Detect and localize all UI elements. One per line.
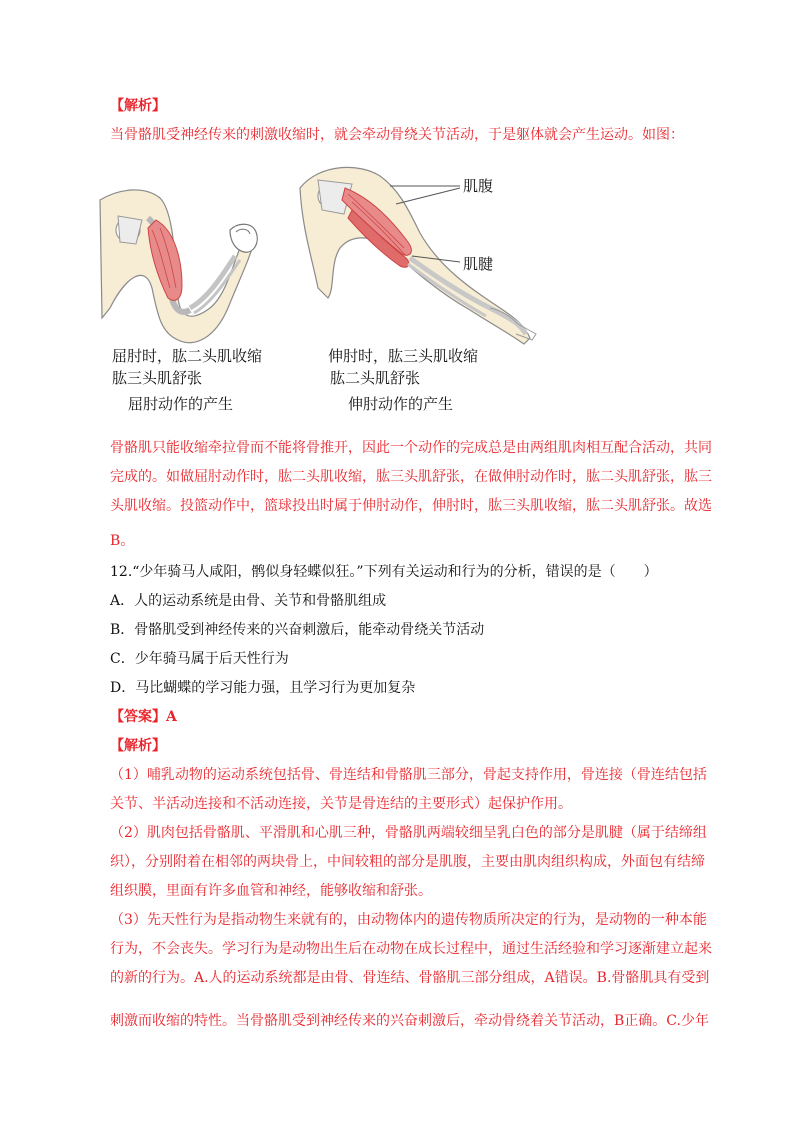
analysis-heading-1: 【解析】 — [110, 98, 166, 114]
label-muscle-belly: 肌腹 — [463, 177, 494, 195]
analysis-point-3-line-4: 刺激而收缩的特性。当骨骼肌受到神经传来的兴奋刺激后，牵动骨绕着关节活动，B正确。C.少年 — [110, 1013, 709, 1029]
left-caption-line-2: 肱三头肌舒张 — [112, 369, 203, 387]
analysis-point-2-line-2: 织），分别附着在相邻的两块骨上，中间较粗的部分是肌腹，主要由肌肉组织构成，外面包有结缔 — [110, 854, 705, 870]
analysis-point-2-line-3: 组织膜，里面有许多血管和神经，能够收缩和舒张。 — [110, 883, 432, 899]
label-tendon: 肌腱 — [463, 255, 494, 273]
analysis-paragraph-intro: 当骨骼肌受神经传来的刺激收缩时，就会牵动骨绕关节活动，于是躯体就会产生运动。如图： — [110, 127, 684, 143]
answer-heading: 【答案】A — [110, 709, 177, 725]
question-12-option-a: A．人的运动系统是由骨、关节和骨骼肌组成 — [110, 593, 387, 609]
question-12-option-d: D．马比蝴蝶的学习能力强，且学习行为更加复杂 — [110, 680, 416, 696]
analysis-point-3-line-2: 行为，不会丧失。学习行为是动物出生后在动物在成长过程中，通过生活经验和学习逐渐建立起来 — [110, 941, 712, 957]
analysis-paragraph-1-line-4: B。 — [110, 533, 135, 549]
extended-arm-drawing — [300, 167, 536, 344]
analysis-point-1-line-2: 关节、半活动连接和不活动连接，关节是骨连结的主要形式）起保护作用。 — [110, 796, 572, 812]
question-12-option-c: C．少年骑马属于后天性行为 — [110, 651, 289, 667]
left-caption-line-3: 屈肘动作的产生 — [128, 395, 234, 413]
right-caption-line-1: 伸肘时，肱三头肌收缩 — [328, 347, 479, 365]
right-caption-line-3: 伸肘动作的产生 — [348, 395, 454, 413]
right-caption-line-2: 肱二头肌舒张 — [330, 369, 421, 387]
question-12-stem: 12.“少年骑马人咸阳，鹘似身轻蝶似狂。”下列有关运动和行为的分析，错误的是（ ） — [110, 564, 658, 580]
analysis-point-3-line-1: （3）先天性行为是指动物生来就有的，由动物体内的遗传物质所决定的行为，是动物的一种本能 — [110, 912, 707, 928]
analysis-paragraph-1-line-2: 完成的。如做屈肘动作时，肱二头肌收缩，肱三头肌舒张，在做伸肘动作时，肱二头肌舒张，肱三 — [110, 469, 712, 485]
question-12-option-b: B．骨骼肌受到神经传来的兴奋刺激后，能牵动骨绕关节活动 — [110, 622, 485, 638]
analysis-point-3-line-3: 的新的行为。A.人的运动系统都是由骨、骨连结、骨骼肌三部分组成，A错误。B.骨骼肌具有受到 — [110, 970, 710, 986]
left-caption-line-1: 屈肘时，肱二头肌收缩 — [112, 347, 263, 365]
analysis-point-1-line-1: （1）哺乳动物的运动系统包括骨、骨连结和骨骼肌三部分，骨起支持作用，骨连接（骨连结包括 — [110, 767, 707, 783]
arm-muscle-figure — [90, 158, 540, 420]
analysis-paragraph-1-line-3: 头肌收缩。投篮动作中，篮球投出时属于伸肘动作，伸肘时，肱三头肌收缩，肱二头肌舒张。故选 — [110, 498, 712, 514]
analysis-heading-2: 【解析】 — [110, 738, 166, 754]
analysis-point-2-line-1: （2）肌肉包括骨骼肌、平滑肌和心肌三种，骨骼肌两端较细呈乳白色的部分是肌腱（属于结缔组 — [110, 825, 707, 841]
flexed-arm-drawing — [100, 190, 257, 343]
analysis-paragraph-1-line-1: 骨骼肌只能收缩牵拉骨而不能将骨推开，因此一个动作的完成总是由两组肌肉相互配合活动，共同 — [110, 440, 712, 456]
